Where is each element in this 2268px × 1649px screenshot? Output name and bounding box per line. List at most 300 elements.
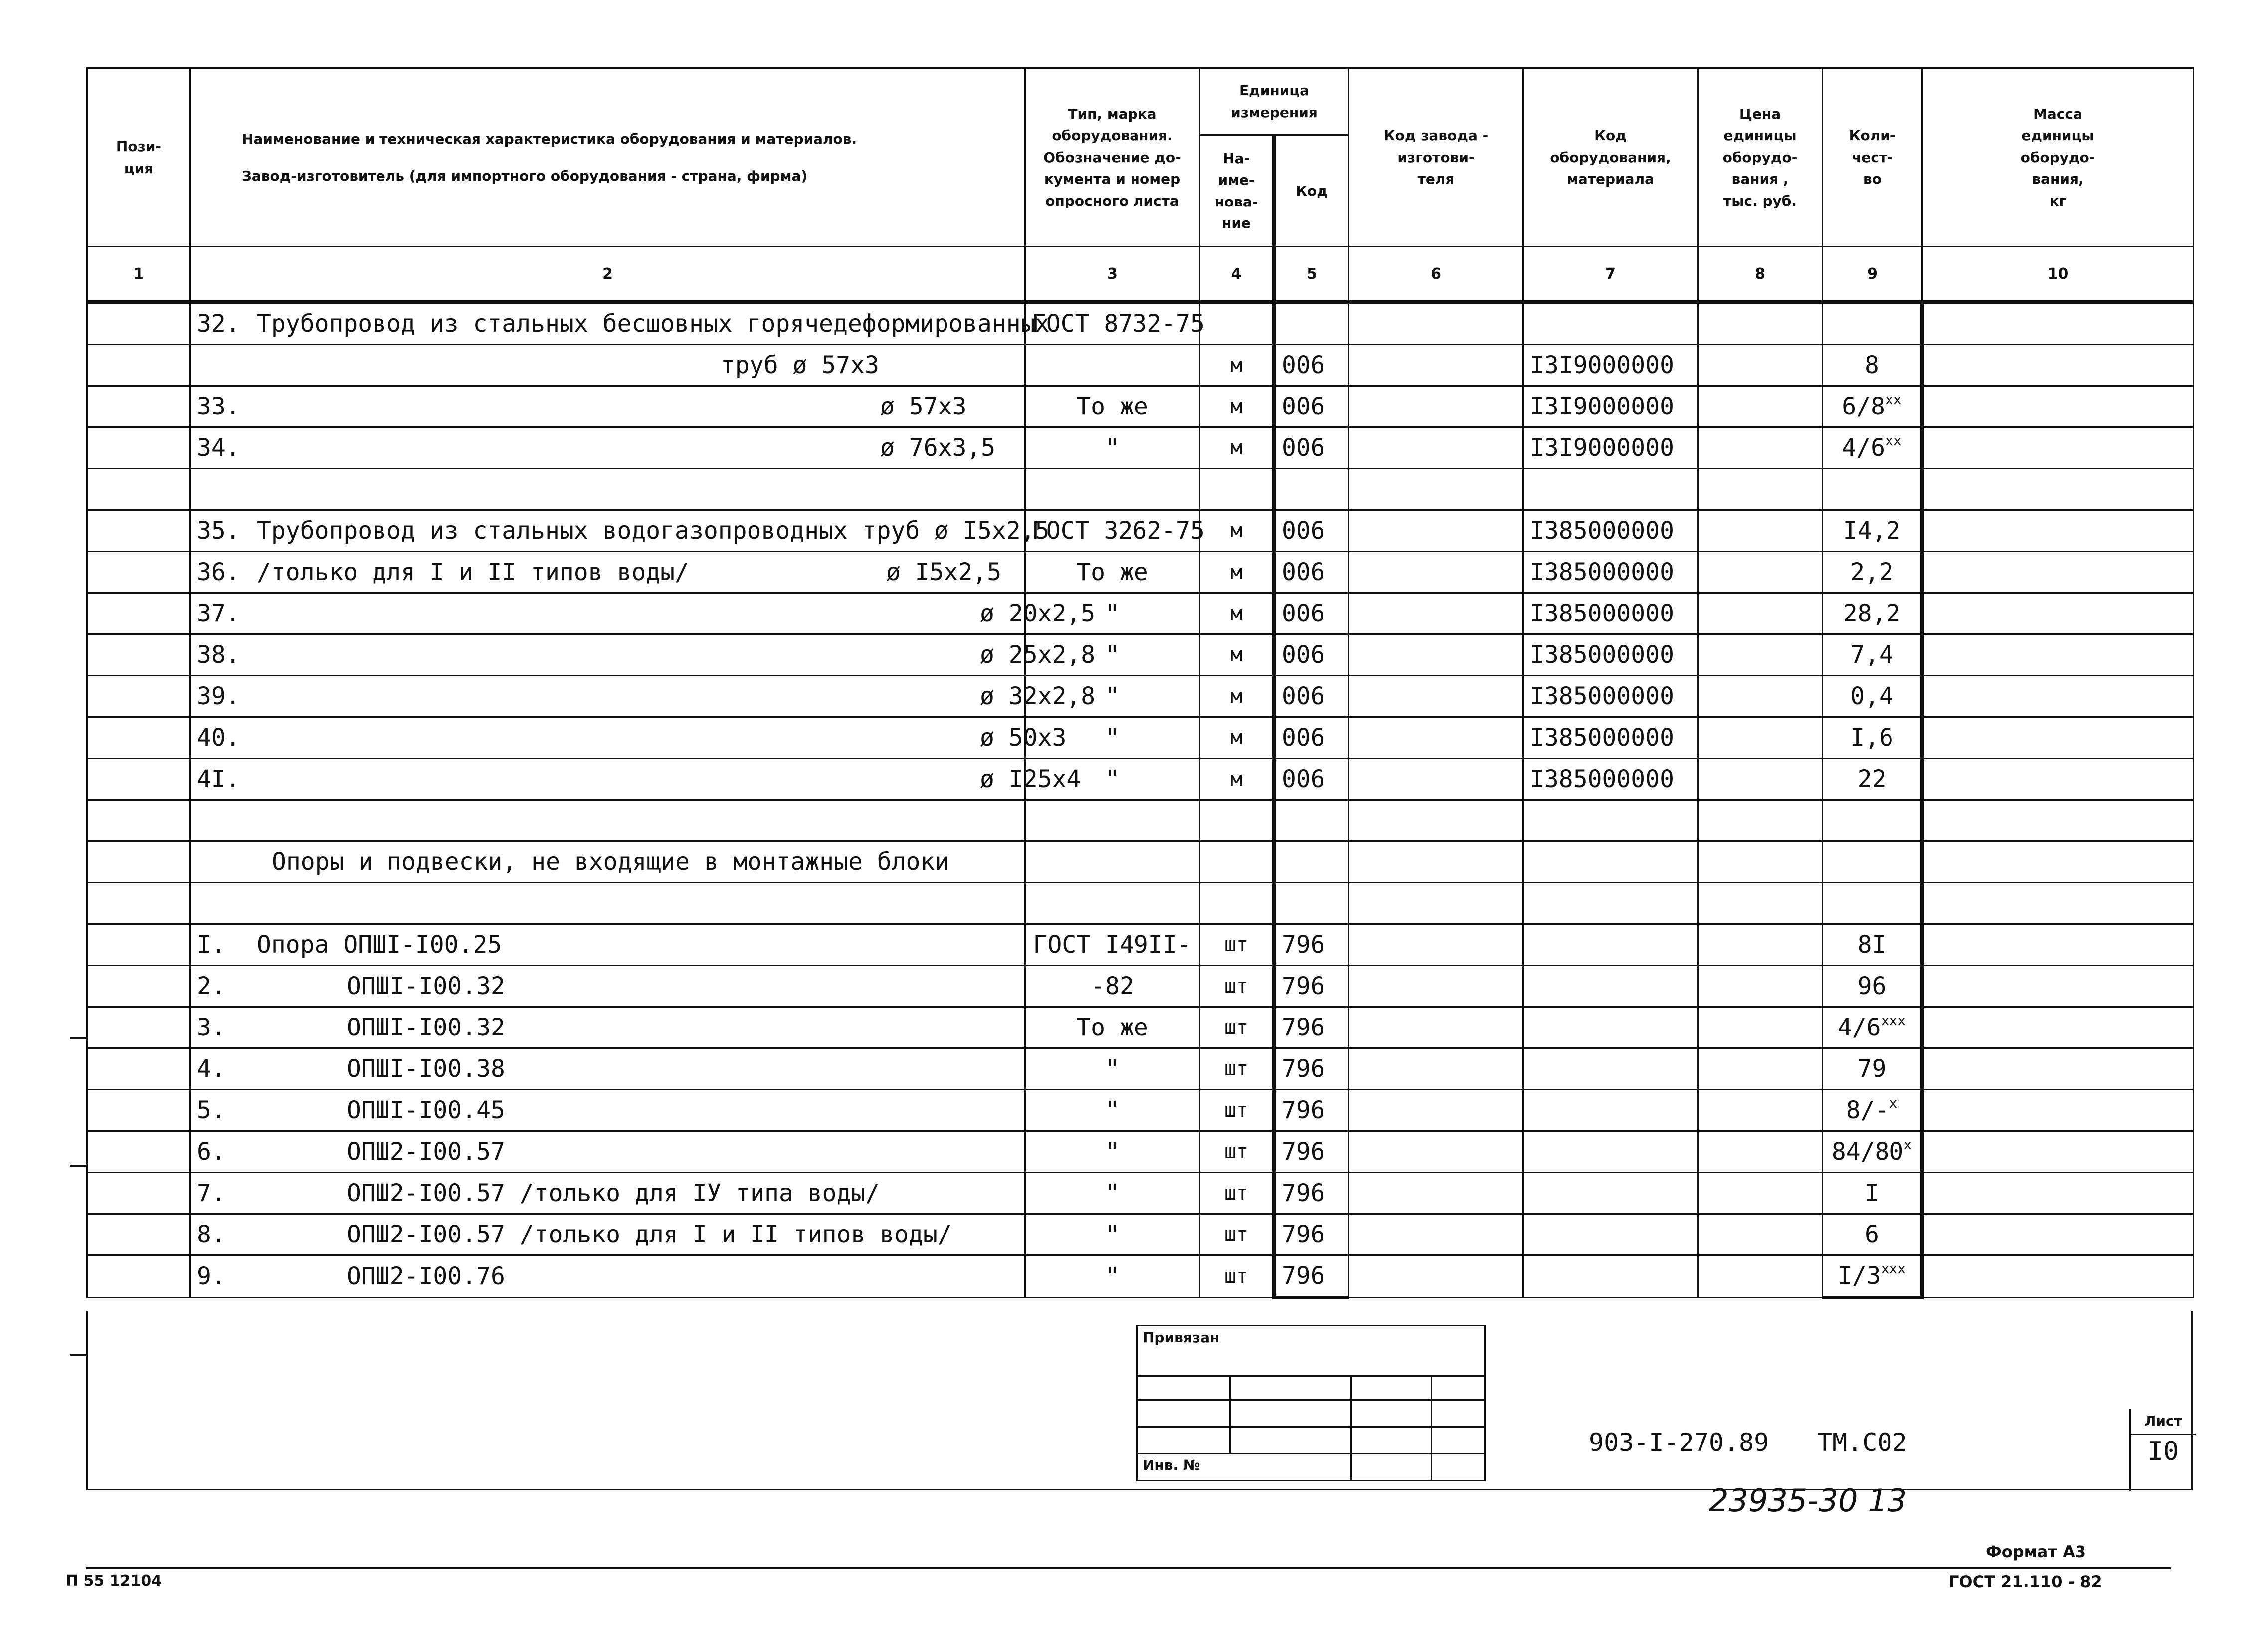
cell-mass — [1922, 1131, 2194, 1173]
row-position-number: 33. — [197, 393, 240, 420]
cell-name — [190, 634, 1096, 676]
cell-unit-code — [1274, 883, 1349, 924]
row-name-text: ø I25x4 — [980, 765, 1081, 793]
cell-price — [1698, 1173, 1823, 1214]
cell-type — [1025, 800, 1200, 841]
cell-type: ГОСТ 8732-75 — [1025, 302, 1200, 345]
header-equipment-code: Код оборудования, материала — [1523, 68, 1698, 247]
cell-factory-code — [1349, 1007, 1523, 1048]
table-row — [87, 924, 2194, 966]
cell-mass — [1922, 302, 2194, 345]
cell-position — [87, 510, 190, 552]
cell-name — [190, 593, 1096, 634]
cell-position — [87, 676, 190, 717]
cell-quantity: 28,2 — [1823, 593, 1922, 634]
table-row — [87, 717, 2194, 759]
cell-mass — [1922, 966, 2194, 1007]
row-name-text: ø 57x3 — [880, 393, 967, 420]
cell-mass — [1922, 759, 2194, 800]
cell-type: " — [1025, 1090, 1200, 1131]
cell-position — [87, 966, 190, 1007]
cell-position — [87, 1090, 190, 1131]
table-row — [87, 634, 2194, 676]
stamp-line — [1350, 1375, 1352, 1480]
cell-unit-name: шт — [1200, 924, 1274, 966]
cell-equipment-code: I385000000 — [1523, 510, 1698, 552]
cell-position — [87, 1048, 190, 1090]
document-code: 903-I-270.89 — [1589, 1428, 1769, 1457]
header-quantity: Коли- чест- во — [1823, 68, 1922, 247]
stamp-line — [1431, 1375, 1432, 1480]
header-name-line2: Завод-изготовитель (для импортного оборудования - страна, фирма) — [242, 167, 808, 184]
column-number: 9 — [1823, 247, 1922, 302]
cell-name — [190, 510, 1050, 552]
cell-quantity: I/3$^{xxx}$ — [1823, 1255, 1922, 1298]
cell-unit-name — [1200, 302, 1274, 345]
cell-unit-name: шт — [1200, 966, 1274, 1007]
cell-quantity: 6/8$^{xx}$ — [1823, 386, 1922, 427]
cell-position — [87, 634, 190, 676]
row-name-text: труб ø 57x3 — [721, 351, 879, 379]
cell-position — [87, 469, 190, 510]
cell-equipment-code — [1523, 1173, 1698, 1214]
row-position-number: 40. — [197, 724, 240, 752]
cell-factory-code — [1349, 427, 1523, 469]
cell-position — [87, 302, 190, 345]
cell-name — [190, 883, 1025, 924]
cell-factory-code — [1349, 966, 1523, 1007]
cell-factory-code — [1349, 593, 1523, 634]
row-name-text: ОПШI-I00.32 — [347, 1014, 505, 1041]
cell-quantity: 7,4 — [1823, 634, 1922, 676]
row-position-number: 6. — [197, 1138, 226, 1166]
row-name-text: ø 20x2,5 — [980, 600, 1096, 627]
cell-price — [1698, 552, 1823, 593]
cell-price — [1698, 1131, 1823, 1173]
cell-name — [190, 717, 1067, 759]
cell-name — [190, 427, 1025, 469]
cell-price — [1698, 717, 1823, 759]
cell-type: То же — [1025, 386, 1200, 427]
cell-unit-name — [1200, 800, 1274, 841]
cell-equipment-code: I3I9000000 — [1523, 386, 1698, 427]
cell-factory-code — [1349, 386, 1523, 427]
cell-type: ГОСТ 3262-75 — [1025, 510, 1200, 552]
header-price: Цена единицы оборудо- вания , тыс. руб. — [1698, 68, 1823, 247]
cell-unit-name — [1200, 883, 1274, 924]
cell-position — [87, 841, 190, 883]
cell-type: " — [1025, 676, 1200, 717]
cell-position — [87, 427, 190, 469]
cell-position — [87, 1007, 190, 1048]
cell-equipment-code — [1523, 1048, 1698, 1090]
cell-quantity: 79 — [1823, 1048, 1922, 1090]
header-mass: Масса единицы оборудо- вания, кг — [1922, 68, 2194, 247]
cell-price — [1698, 386, 1823, 427]
cell-unit-name: м — [1200, 593, 1274, 634]
cell-name — [190, 924, 1025, 966]
quantity-footnote-mark: xxx — [1881, 1260, 1906, 1277]
cell-name — [190, 676, 1096, 717]
cell-price — [1698, 924, 1823, 966]
cell-quantity — [1823, 883, 1922, 924]
row-name-text: ОПШ2-I00.57 /только для IУ типа воды/ — [347, 1179, 880, 1207]
column-number: 3 — [1025, 247, 1200, 302]
header-name-line1: Наименование и техническая характеристика оборудования и материалов. — [242, 131, 857, 148]
table-row — [87, 883, 2194, 924]
cell-type: " — [1025, 427, 1200, 469]
cell-mass — [1922, 883, 2194, 924]
row-position-number: 2. — [197, 972, 226, 1000]
cell-mass — [1922, 841, 2194, 883]
cell-quantity: 4/6$^{xx}$ — [1823, 427, 1922, 469]
cell-mass — [1922, 552, 2194, 593]
cell-factory-code — [1349, 302, 1523, 345]
row-position-number: 34. — [197, 434, 240, 462]
cell-unit-name: м — [1200, 345, 1274, 386]
cell-position — [87, 345, 190, 386]
title-block — [86, 1311, 2193, 1490]
cell-name — [190, 841, 1025, 883]
header-position: Пози- ция — [87, 68, 190, 247]
cell-mass — [1922, 386, 2194, 427]
cell-quantity: 84/80$^x$ — [1823, 1131, 1922, 1173]
cell-equipment-code — [1523, 883, 1698, 924]
cell-unit-name: шт — [1200, 1214, 1274, 1255]
cell-position — [87, 759, 190, 800]
cell-name — [190, 386, 1025, 427]
cell-type: " — [1025, 1131, 1200, 1173]
cell-type: То же — [1025, 552, 1200, 593]
cell-unit-code — [1274, 469, 1349, 510]
table-row — [87, 345, 2194, 386]
table-row — [87, 1255, 2194, 1298]
margin-tick — [70, 1354, 88, 1356]
bottom-rule — [86, 1567, 2171, 1569]
row-position-number: 3. — [197, 1014, 226, 1041]
row-position-number: 39. — [197, 682, 240, 710]
cell-name — [190, 966, 1025, 1007]
table-body — [87, 302, 2194, 1298]
cell-price — [1698, 427, 1823, 469]
cell-unit-name: м — [1200, 634, 1274, 676]
cell-quantity — [1823, 841, 1922, 883]
cell-equipment-code — [1523, 841, 1698, 883]
cell-position — [87, 924, 190, 966]
cell-mass — [1922, 345, 2194, 386]
cell-price — [1698, 800, 1823, 841]
cell-name — [190, 1007, 1025, 1048]
cell-factory-code — [1349, 1255, 1523, 1298]
table-row — [87, 1090, 2194, 1131]
cell-unit-code: 006 — [1274, 593, 1349, 634]
cell-mass — [1922, 510, 2194, 552]
table-row — [87, 800, 2194, 841]
cell-equipment-code — [1523, 1255, 1698, 1298]
cell-mass — [1922, 469, 2194, 510]
cell-type: " — [1025, 593, 1200, 634]
table-row — [87, 676, 2194, 717]
sheet-number-box — [2129, 1409, 2196, 1491]
cell-factory-code — [1349, 676, 1523, 717]
table-row — [87, 386, 2194, 427]
cell-type: ГОСТ I49II- — [1025, 924, 1200, 966]
stamp-inventory-label: Инв. № — [1143, 1457, 1200, 1473]
row-position-number: 4I. — [197, 765, 240, 793]
row-name-text: ОПШI-I00.32 — [347, 972, 505, 1000]
specification-sheet — [86, 67, 2193, 1299]
cell-price — [1698, 634, 1823, 676]
row-name-text: Трубопровод из стальных водогазопроводных труб ø I5x2,5 — [257, 517, 1050, 545]
cell-quantity: 8/-$^x$ — [1823, 1090, 1922, 1131]
cell-unit-name: шт — [1200, 1007, 1274, 1048]
row-position-number: 4. — [197, 1055, 226, 1083]
row-name-text: Опора ОПШI-I00.25 — [257, 931, 502, 959]
cell-quantity — [1823, 302, 1922, 345]
cell-quantity: 96 — [1823, 966, 1922, 1007]
cell-equipment-code: I385000000 — [1523, 593, 1698, 634]
cell-price — [1698, 345, 1823, 386]
cell-name — [190, 1090, 1025, 1131]
row-name-text: ОПШI-I00.38 — [347, 1055, 505, 1083]
format-label: Формат А3 — [1986, 1542, 2086, 1561]
cell-mass — [1922, 634, 2194, 676]
cell-mass — [1922, 717, 2194, 759]
header-unit-name: На- име- нова- ние — [1200, 135, 1274, 247]
cell-unit-code: 006 — [1274, 345, 1349, 386]
header-type: Тип, марка оборудования. Обозначение до- кумента и номер опросного листа — [1025, 68, 1200, 247]
cell-mass — [1922, 924, 2194, 966]
cell-price — [1698, 1090, 1823, 1131]
cell-mass — [1922, 1214, 2194, 1255]
cell-unit-code: 796 — [1274, 924, 1349, 966]
cell-name — [190, 1048, 1025, 1090]
table-header — [87, 68, 2194, 135]
row-position-number: 7. — [197, 1179, 226, 1207]
cell-unit-code: 796 — [1274, 1173, 1349, 1214]
margin-tick — [70, 1037, 88, 1039]
cell-equipment-code — [1523, 966, 1698, 1007]
table-row — [87, 593, 2194, 634]
column-number: 7 — [1523, 247, 1698, 302]
cell-name — [190, 1173, 1025, 1214]
row-name-text: Опоры и подвески, не входящие в монтажные блоки — [272, 848, 949, 876]
cell-unit-name: м — [1200, 552, 1274, 593]
cell-position — [87, 593, 190, 634]
cell-unit-code: 796 — [1274, 966, 1349, 1007]
cell-name — [190, 469, 1025, 510]
cell-price — [1698, 841, 1823, 883]
cell-unit-name: шт — [1200, 1048, 1274, 1090]
row-name-text: ø 25x2,8 — [980, 641, 1096, 669]
cell-factory-code — [1349, 1214, 1523, 1255]
header-unit: Единица измерения — [1200, 68, 1349, 135]
stamp-line — [1229, 1375, 1231, 1453]
cell-price — [1698, 1048, 1823, 1090]
cell-position — [87, 1255, 190, 1298]
cell-factory-code — [1349, 345, 1523, 386]
cell-name — [190, 1214, 1025, 1255]
cell-quantity: 2,2 — [1823, 552, 1922, 593]
quantity-footnote-mark: xx — [1885, 432, 1902, 449]
cell-position — [87, 717, 190, 759]
cell-unit-code: 006 — [1274, 552, 1349, 593]
cell-type: " — [1025, 634, 1200, 676]
cell-type — [1025, 345, 1200, 386]
row-name-text: ø 50x3 — [980, 724, 1067, 752]
cell-price — [1698, 1007, 1823, 1048]
cell-unit-code: 006 — [1274, 717, 1349, 759]
row-position-number: 36. — [197, 558, 240, 586]
row-name-text: ОПШ2-I00.57 /только для I и II типов воды/ — [347, 1221, 952, 1248]
table-row — [87, 510, 2194, 552]
row-name-dimension: ø I5x2,5 — [886, 558, 1002, 586]
cell-price — [1698, 1214, 1823, 1255]
table-row — [87, 1007, 2194, 1048]
row-position-number: 9. — [197, 1262, 226, 1290]
cell-unit-code: 796 — [1274, 1131, 1349, 1173]
cell-factory-code — [1349, 1173, 1523, 1214]
table-row — [87, 469, 2194, 510]
cell-price — [1698, 469, 1823, 510]
row-position-number: 38. — [197, 641, 240, 669]
column-number: 6 — [1349, 247, 1523, 302]
column-number: 10 — [1922, 247, 2194, 302]
header-unit-code: Код — [1274, 135, 1349, 247]
column-number: 1 — [87, 247, 190, 302]
table-row — [87, 966, 2194, 1007]
row-name-text: ОПШ2-I00.76 — [347, 1262, 505, 1290]
row-name-text: Трубопровод из стальных бесшовных горячедеформированных — [257, 310, 1050, 338]
cell-position — [87, 1131, 190, 1173]
cell-name — [190, 302, 1050, 345]
row-name-text: ОПШ2-I00.57 — [347, 1138, 505, 1166]
cell-quantity: 0,4 — [1823, 676, 1922, 717]
cell-equipment-code — [1523, 800, 1698, 841]
cell-factory-code — [1349, 1048, 1523, 1090]
cell-factory-code — [1349, 634, 1523, 676]
cell-equipment-code — [1523, 1214, 1698, 1255]
row-name-text: ОПШI-I00.45 — [347, 1096, 505, 1124]
cell-type: То же — [1025, 1007, 1200, 1048]
cell-equipment-code — [1523, 302, 1698, 345]
quantity-footnote-mark: x — [1903, 1136, 1912, 1153]
row-position-number: 37. — [197, 600, 240, 627]
cell-unit-name — [1200, 469, 1274, 510]
cell-name — [190, 800, 1025, 841]
cell-unit-name: м — [1200, 717, 1274, 759]
cell-factory-code — [1349, 924, 1523, 966]
cell-unit-code — [1274, 800, 1349, 841]
cell-factory-code — [1349, 552, 1523, 593]
cell-price — [1698, 593, 1823, 634]
cell-unit-name: м — [1200, 427, 1274, 469]
cell-equipment-code: I3I9000000 — [1523, 427, 1698, 469]
cell-unit-name: м — [1200, 676, 1274, 717]
document-suffix: ТМ.С02 — [1817, 1428, 1907, 1457]
column-number: 4 — [1200, 247, 1274, 302]
cell-unit-code: 796 — [1274, 1214, 1349, 1255]
cell-quantity: 6 — [1823, 1214, 1922, 1255]
cell-type: " — [1025, 1048, 1200, 1090]
cell-type: " — [1025, 1173, 1200, 1214]
cell-unit-name: шт — [1200, 1255, 1274, 1298]
table-row — [87, 1214, 2194, 1255]
cell-factory-code — [1349, 1131, 1523, 1173]
cell-type — [1025, 841, 1200, 883]
cell-position — [87, 1214, 190, 1255]
quantity-footnote-mark: xxx — [1881, 1012, 1906, 1029]
table-row — [87, 1048, 2194, 1090]
cell-equipment-code: I3I9000000 — [1523, 345, 1698, 386]
cell-factory-code — [1349, 759, 1523, 800]
cell-type: " — [1025, 717, 1200, 759]
cell-equipment-code: I385000000 — [1523, 759, 1698, 800]
cell-factory-code — [1349, 883, 1523, 924]
row-position-number: 8. — [197, 1221, 226, 1248]
cell-position — [87, 552, 190, 593]
row-position-number: 35. — [197, 517, 240, 545]
cell-mass — [1922, 1090, 2194, 1131]
row-name-text: /только для I и II типов воды/ — [257, 558, 689, 586]
cell-mass — [1922, 1007, 2194, 1048]
cell-equipment-code: I385000000 — [1523, 717, 1698, 759]
cell-equipment-code: I385000000 — [1523, 634, 1698, 676]
cell-mass — [1922, 593, 2194, 634]
cell-name — [190, 1131, 1025, 1173]
inventory-number: 23935-30 13 — [1709, 1482, 1907, 1519]
cell-mass — [1922, 676, 2194, 717]
margin-tick — [70, 1165, 88, 1167]
cell-type: -82 — [1025, 966, 1200, 1007]
table-row — [87, 1173, 2194, 1214]
sheet-number: I0 — [2147, 1437, 2179, 1466]
cell-equipment-code — [1523, 1007, 1698, 1048]
column-number: 2 — [190, 247, 1025, 302]
cell-type — [1025, 469, 1200, 510]
cell-unit-code: 006 — [1274, 759, 1349, 800]
cell-unit-code: 796 — [1274, 1007, 1349, 1048]
cell-quantity: 8I — [1823, 924, 1922, 966]
cell-type: " — [1025, 759, 1200, 800]
table-row — [87, 759, 2194, 800]
cell-type: " — [1025, 1214, 1200, 1255]
cell-unit-name — [1200, 841, 1274, 883]
cell-unit-code: 796 — [1274, 1255, 1349, 1298]
cell-equipment-code: I385000000 — [1523, 552, 1698, 593]
cell-unit-code: 006 — [1274, 386, 1349, 427]
sheet-label: Лист — [2131, 1409, 2196, 1435]
quantity-footnote-mark: xx — [1885, 391, 1902, 408]
cell-factory-code — [1349, 1090, 1523, 1131]
cell-unit-code: 796 — [1274, 1048, 1349, 1090]
cell-quantity — [1823, 800, 1922, 841]
table-row — [87, 552, 2194, 593]
table-row — [87, 302, 2194, 345]
cell-mass — [1922, 1173, 2194, 1214]
standard-reference: ГОСТ 21.110 - 82 — [1949, 1572, 2102, 1591]
cell-mass — [1922, 1048, 2194, 1090]
cell-quantity — [1823, 469, 1922, 510]
cell-unit-name: шт — [1200, 1173, 1274, 1214]
column-number: 8 — [1698, 247, 1823, 302]
cell-quantity: 8 — [1823, 345, 1922, 386]
cell-equipment-code — [1523, 1131, 1698, 1173]
cell-price — [1698, 759, 1823, 800]
cell-unit-code: 006 — [1274, 634, 1349, 676]
cell-equipment-code — [1523, 1090, 1698, 1131]
column-number: 5 — [1274, 247, 1349, 302]
